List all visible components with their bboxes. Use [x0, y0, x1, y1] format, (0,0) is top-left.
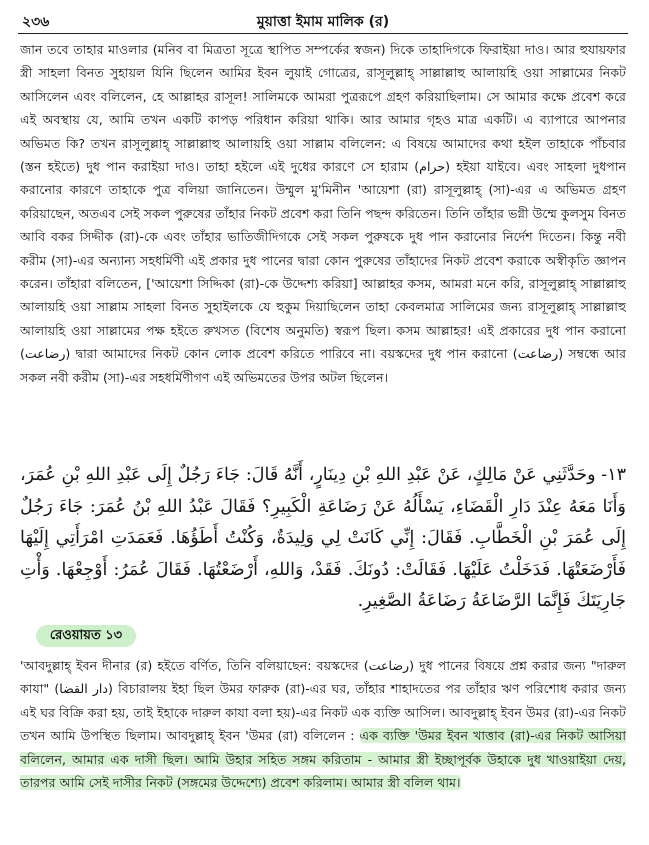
running-title: মুয়াত্তা ইমাম মালিক (র)	[256, 14, 390, 30]
riwayat-label: রেওয়ায়ত ১৩	[36, 625, 136, 647]
paragraph-normal-text: 'আবদুল্লাহ্ ইবন দীনার (র) হইতে বর্ণিত, তিনি বলিয়াছেন: বয়স্কদের (رضاعت) দুধ পানের বিষয়ে প্রশ্ন করার জন্য "দারুল কাযা" (دار القضا) বিচারালয় ইহা ছিল উমর ফারুক (রা)-এর ঘর, তাঁহার শাহাদতের পর তাঁহার ঋণ পরিশোধ করার জন্য এই ঘর বিক্রি করা হয়, তাই ইহাকে দারুল কাযা বলা হয়)-এর নিকট এক ব্যক্তি আসিল। আবদুল্লাহ্ ইবন উমর (রা)-এর নিকট তখন আমি উপস্থিত ছিলাম। আবদুল্লাহ্ ইবন 'উমর (রা) বলিলেন :	[20, 658, 626, 744]
arabic-hadith-text: ١٣- وحَدَّثَنِي عَنْ مَالِكٍ، عَنْ عَبْدِ اللهِ بْنِ دِينَارٍ، أَنَّهُ قَالَ: جَاءَ رَجُلٌ إِلَى عَبْدِ اللهِ بْنِ عُمَرَ، وَأَنَا مَعَهُ عِنْدَ دَارِ الْقَضَاءِ، يَسْأَلُهُ عَنْ رَضَاعَةِ الْكَبِيرِ؟ فَقَالَ عَبْدُ اللهِ بْنُ عُمَرَ: جَاءَ رَجُلٌ إِلَى عُمَرَ بْنِ الْخَطَّابِ. فَقَالَ: إِنِّي كَانَتْ لِي وَلِيدَةٌ، وَكُنْتُ أَطَؤُهَا. فَعَمَدَتِ امْرَأَتِي إِلَيْهَا فَأَرْضَعَتْهَا. فَدَخَلْتُ عَلَيْهَا. فَقَالَتْ: دُونَكَ. فَقَدْ، وَاللهِ، أَرْضَعْتُهَا. فَقَالَ عُمَرُ: أَوْجِعْهَا. وَأْتِ جَارِيَتَكَ فَإِنَّمَا الرَّضَاعَةُ رَضَاعَةُ الصَّغِيرِ.	[20, 465, 626, 611]
page-number: ২৩৬	[22, 14, 50, 30]
bengali-paragraph-1	[20, 38, 626, 456]
page-header	[18, 8, 628, 34]
highlighted-text: এক ব্যক্তি 'উমর ইবন খাত্তাব (রা)-এর নিকট আসিয়া বলিলেন, আমার এক দাসী ছিল। আমি উহার সহিত সঙ্গম করিতাম - আমার স্ত্রী ইচ্ছাপূর্বক উহাকে দুধ খাওয়াইয়া দেয়, তারপর আমি সেই দাসীর নিকট (সঙ্গমের উদ্দেশ্যে) প্রবেশ করিলাম। আমার স্ত্রী বলিল থাম।	[20, 728, 626, 791]
bengali-paragraph-2	[20, 654, 626, 826]
paragraph-text	[20, 654, 626, 794]
paragraph-text: জান তবে তাহার মাওলার (মনিব বা মিত্রতা সূত্রে স্থাপিত সম্পর্কের স্বজন) দিকে তাহাদিগকে ফিরাইয়া দাও। আর হুযায়ফার স্ত্রী সাহলা বিনত সুহায়ল যিনি ছিলেন আমির ইবন লুয়াই গোত্রের, রাসূলুল্লাহ্ সাল্লাল্লাহু আলায়হি ওয়া সাল্লামের নিকট আসিলেন এবং বলিলেন, হে আল্লাহর রাসূল! সালিমকে আমরা পুত্ররূপে গ্রহণ করিয়াছিলাম। সে আমার কক্ষে প্রবেশ করে এই অবস্থায় যে, আমি তখন একটি কাপড় পরিধান করিয়া থাকি। আর আমার গৃহও মাত্র একটি। এ ব্যাপারে আপনার অভিমত কি? তখন রাসূলুল্লাহ্ সাল্লাল্লাহু আলায়হি ওয়া সাল্লাম বলিলেন: এ বিষয়ে আমাদের কথা হইল তাহাকে পাঁচবার (স্তন হইতে) দুধ পান করাইয়া দাও। তাহা হইলে এই দুধের কারণে সে হারাম (حرام) হইয়া যাইবে। এবং সাহলা দুধপান করানোর কারণে তাহাকে পুত্র বলিয়া জানিতেন। উম্মুল মু'মিনীন 'আয়েশা (রা) রাসূলুল্লাহ্ (সা)-এর এ অভিমত গ্রহণ করিয়াছেন, অতএব সেই সকল পুরুষের তাঁহার নিকট প্রবেশ করা তিনি পছন্দ করিতেন। তিনি তাঁহার ভগ্নী উম্মে কুলসুম বিনত আবি বকর সিদ্দীক (রা)-কে এবং তাঁহার ভাতিজীদিগকে সেই সকল পুরুষকে দুধ পান করানোর নির্দেশ দিতেন। কিন্তু নবী করীম (সা)-এর অন্যান্য সহধর্মিণী এই প্রকার দুধ পানের দ্বারা কোন পুরুষের তাঁহাদের নিকট প্রবেশ করাকে অস্বীকৃতি জ্ঞাপন করেন। তাঁহারা বলিতেন, ['আয়েশা সিদ্দিকা (রা)-কে উদ্দেশ্য করিয়া] আল্লাহর কসম, আমরা মনে করি, রাসূলুল্লাহ্ সাল্লাল্লাহু আলায়হি ওয়া সাল্লাম সাহলা বিনত সুহাইলকে যে হুকুম দিয়াছিলেন তাহা কেবলমাত্র সালিমের জন্য রাসূলুল্লাহ্ সাল্লাল্লাহু আলায়হি ওয়া সাল্লামের পক্ষ হইতে রুখসত (বিশেষ অনুমতি) স্বরূপ ছিল। কসম আল্লাহর! এই প্রকারের দুধ পান করানো (رضاعت) দ্বারা আমাদের নিকট কোন লোক প্রবেশ করিতে পারিবে না। বয়স্কদের দুধ পান করানো (رضاعت) সম্বন্ধে আর সকল নবী করীম (সা)-এর সহধর্মিণীগণ এই অভিমতের উপর অটল ছিলেন।	[20, 42, 626, 385]
header-rule	[18, 33, 628, 34]
